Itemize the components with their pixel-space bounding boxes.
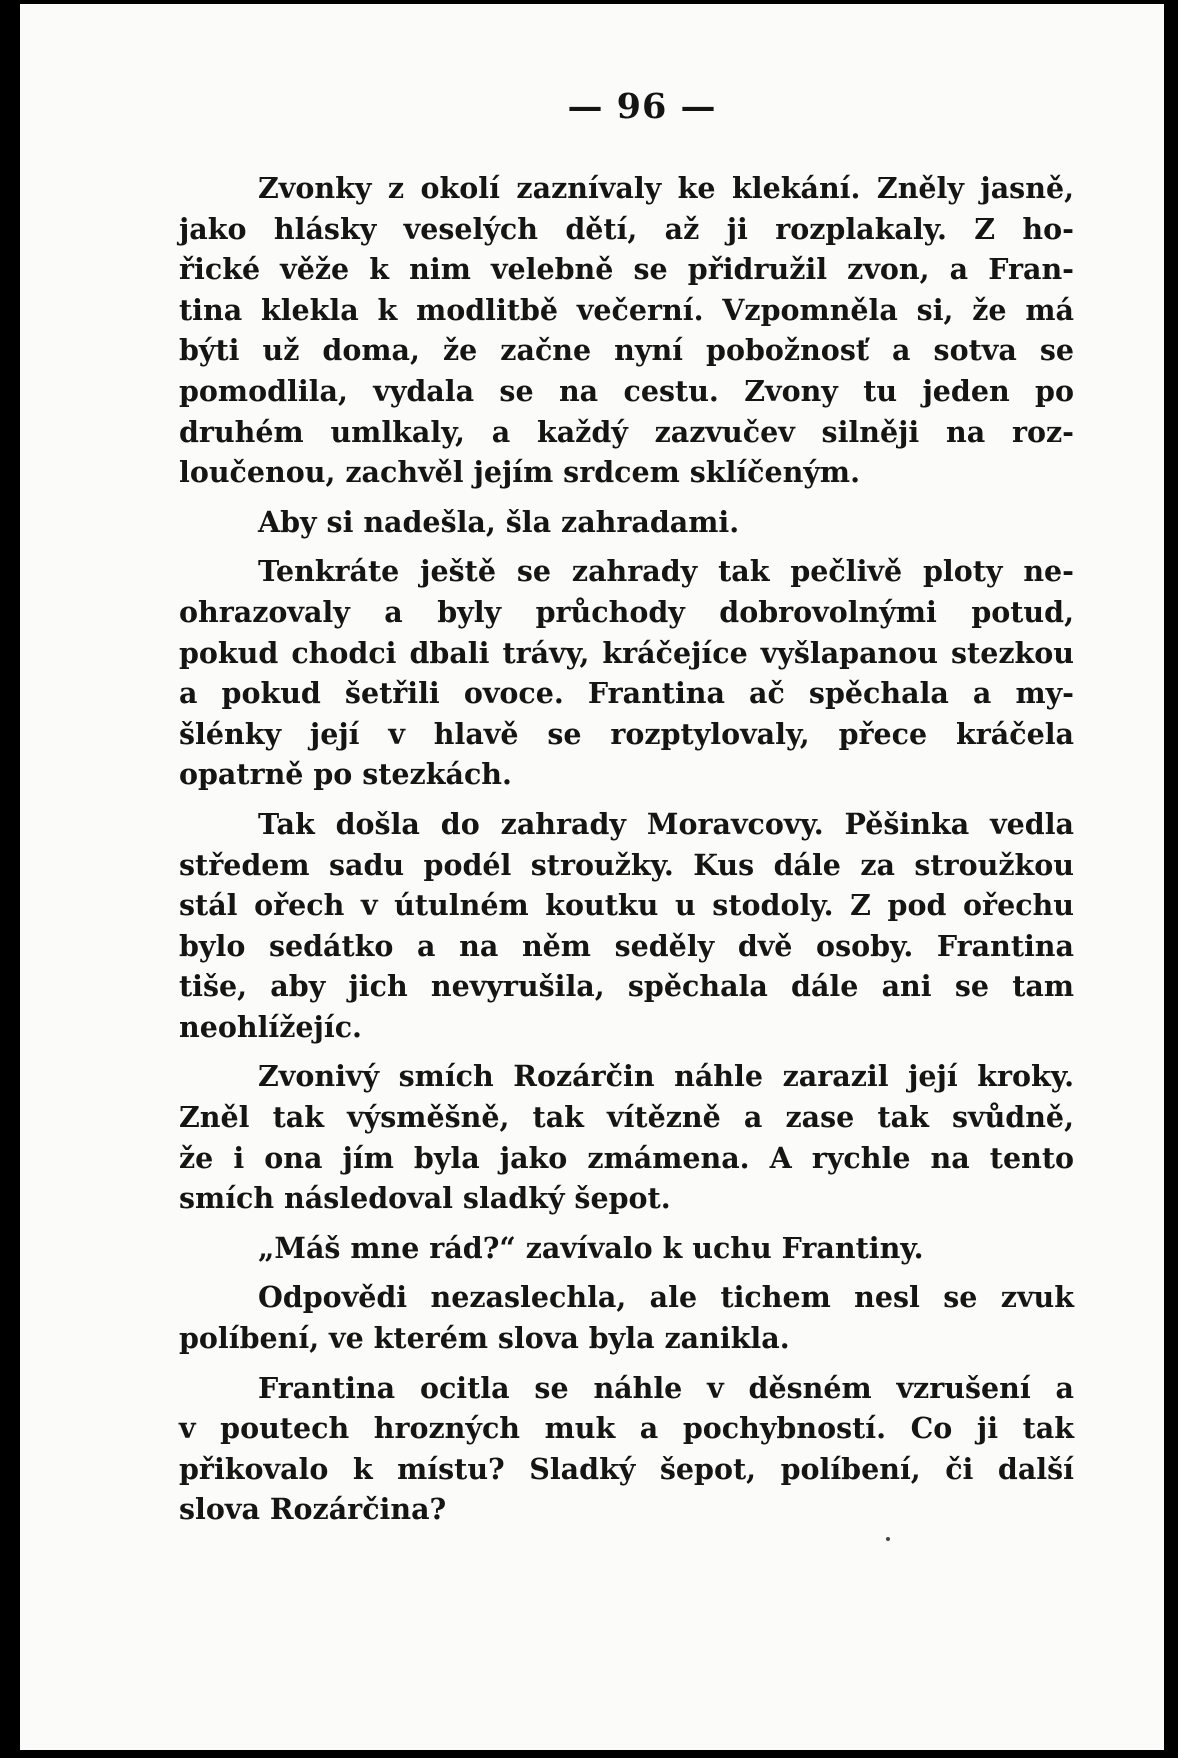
- text-line: jako hlásky veselých dětí, až ji rozplakaly. Z ho-: [179, 211, 1074, 246]
- paragraph: [179, 502, 1074, 543]
- text-line: bylo sedátko a na něm seděly dvě osoby. Frantina: [179, 928, 1074, 963]
- print-speck: [886, 1537, 890, 1541]
- text-line: Aby si nadešla, šla zahradami.: [258, 504, 740, 539]
- paragraph: [179, 1228, 1074, 1269]
- text-line: stál ořech v útulném koutku u stodoly. Z pod ořechu: [179, 888, 1074, 923]
- text-line: přikovalo k místu? Sladký šepot, políbení, či další: [179, 1451, 1074, 1486]
- text-line: pomodlila, vydala se na cestu. Zvony tu jeden po: [179, 373, 1074, 408]
- text-line: políbení, ve kterém slova byla zanikla.: [179, 1321, 790, 1356]
- text-line: „Máš mne rád?“ zavívalo k uchu Frantiny.: [258, 1230, 924, 1265]
- text-line: ohrazovaly a byly průchody dobrovolnými potud,: [179, 594, 1074, 629]
- text-line: tina klekla k modlitbě večerní. Vzpomněla si, že má: [179, 292, 1074, 327]
- paragraph: [179, 1056, 1074, 1218]
- paragraph: [179, 551, 1074, 795]
- text-line: opatrně po stezkách.: [179, 757, 512, 792]
- text-line: Frantina ocitla se náhle v děsném vzrušení a: [258, 1370, 1074, 1405]
- text-line: a pokud šetřili ovoce. Frantina ač spěchala a my-: [179, 676, 1074, 711]
- text-line: Tak došla do zahrady Moravcovy. Pěšinka vedla: [258, 806, 1074, 841]
- page-number: — 96 —: [567, 86, 717, 127]
- paragraph: [179, 1368, 1074, 1530]
- text-line: Zvonky z okolí zaznívaly ke klekání. Zněly jasně,: [258, 171, 1074, 205]
- paragraph: [179, 168, 1074, 493]
- text-line: pokud chodci dbali trávy, kráčejíce vyšlapanou stezkou: [179, 635, 1074, 670]
- text-line: řické věže k nim velebně se přidružil zvon, a Fran-: [179, 252, 1074, 287]
- text-line: středem sadu podél stroužky. Kus dále za stroužkou: [179, 847, 1074, 882]
- paragraph: [179, 1277, 1074, 1358]
- paragraph: [179, 804, 1074, 1048]
- text-line: tiše, aby jich nevyrušila, spěchala dále ani se tam: [179, 969, 1074, 1004]
- text-line: Zněl tak výsměšně, tak vítězně a zase tak svůdně,: [179, 1100, 1074, 1135]
- text-line: býti už doma, že začne nyní pobožnosť a sotva se: [179, 333, 1074, 368]
- book-page: [20, 4, 1164, 1750]
- text-line: loučenou, zachvěl jejím srdcem sklíčeným.: [179, 455, 861, 490]
- page-text: [179, 168, 1074, 1539]
- text-line: šlénky její v hlavě se rozptylovaly, přece kráčela: [179, 716, 1074, 751]
- text-line: druhém umlkaly, a každý zazvučev silněji na roz-: [179, 414, 1074, 449]
- text-line: neohlížejíc.: [179, 1009, 362, 1044]
- text-line: že i ona jím byla jako zmámena. A rychle na tento: [179, 1140, 1074, 1175]
- text-line: Zvonivý smích Rozárčin náhle zarazil její kroky.: [258, 1059, 1074, 1094]
- text-line: smích následoval sladký šepot.: [179, 1181, 671, 1216]
- text-line: slova Rozárčina?: [179, 1492, 447, 1527]
- text-line: Tenkráte ještě se zahrady tak pečlivě ploty ne-: [258, 554, 1074, 589]
- text-line: v poutech hrozných muk a pochybností. Co ji tak: [179, 1411, 1074, 1446]
- text-line: Odpovědi nezaslechla, ale tichem nesl se zvuk: [258, 1280, 1074, 1315]
